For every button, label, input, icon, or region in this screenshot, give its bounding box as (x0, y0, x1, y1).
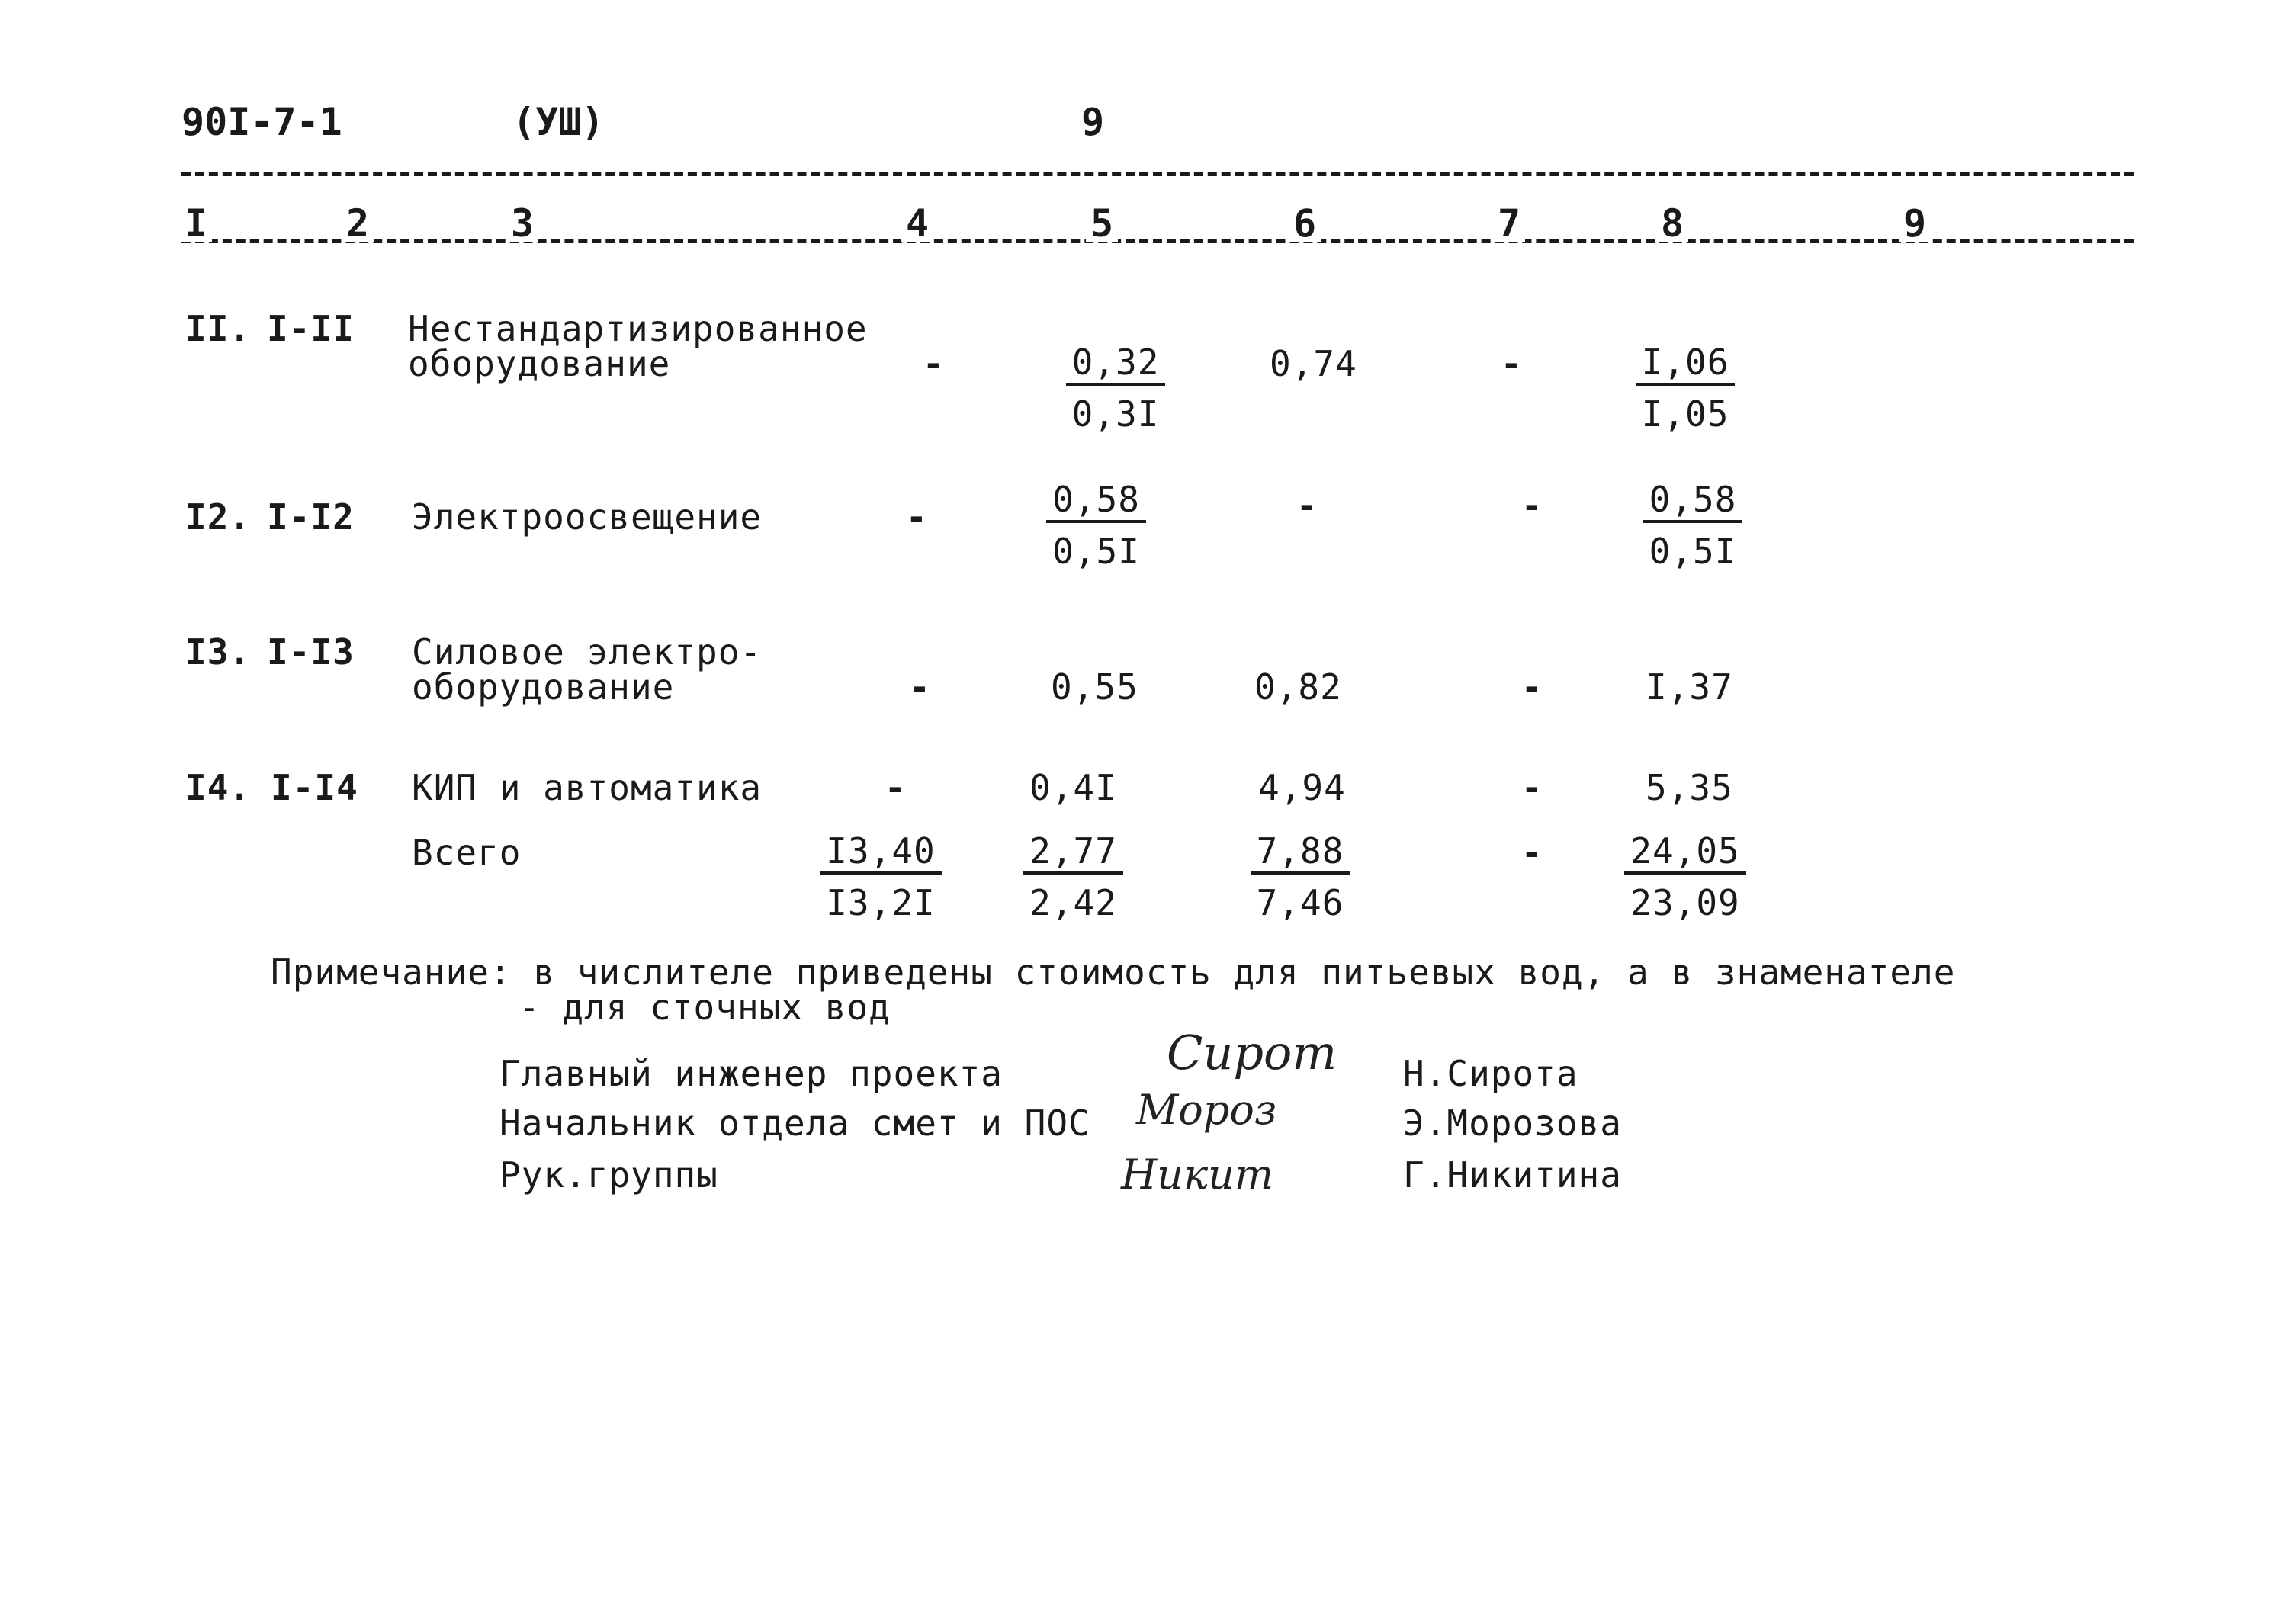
cell-col5-fraction (1051, 342, 1180, 435)
column-number-5: 5 (1086, 204, 1118, 242)
row-number: II. (185, 308, 252, 349)
row-name-line2: оборудование (408, 343, 671, 384)
fraction-denominator: 7,46 (1256, 882, 1344, 923)
column-number-8: 8 (1656, 204, 1688, 242)
column-number-6: 6 (1289, 204, 1321, 242)
row-name-line1: КИП и автоматика (412, 767, 763, 808)
row-number: I3. (185, 631, 252, 672)
cell-col4: - (885, 767, 907, 808)
signature-role: Начальник отдела смет и ПОС (499, 1103, 1090, 1144)
album-number: (УШ) (512, 100, 605, 144)
fraction-denominator: 0,5I (1052, 531, 1140, 572)
cell-col8: I,37 (1646, 666, 1733, 708)
row-code: I-I2 (267, 496, 355, 538)
total-label: Всего (412, 832, 522, 873)
cell-col6: 4,94 (1258, 767, 1346, 808)
column-number-2: 2 (342, 204, 374, 242)
fraction-numerator: I3,40 (820, 833, 941, 875)
fraction-numerator: I,06 (1636, 345, 1736, 386)
row-number: I4. (185, 767, 252, 808)
cell-col4: - (923, 343, 945, 384)
cell-col5: 0,55 (1051, 666, 1138, 708)
row-name-line1: Электроосвещение (412, 496, 763, 538)
fraction-numerator: 0,58 (1046, 482, 1146, 523)
cell-col8-fraction (1620, 479, 1765, 572)
signatory-name: Э.Морозова (1403, 1103, 1622, 1144)
cell-col6: - (1296, 485, 1318, 526)
cell-col4-fraction (820, 830, 942, 923)
document-code: 90I-7-1 (181, 100, 342, 144)
fraction-numerator: 0,32 (1066, 345, 1166, 386)
cell-col5: 0,4I (1029, 767, 1117, 808)
cell-col7: - (1521, 767, 1543, 808)
cell-col7: - (1521, 832, 1543, 873)
fraction-denominator: 23,09 (1630, 882, 1740, 923)
cell-col5-fraction (1029, 479, 1163, 572)
handwritten-signature: Мороз (1136, 1086, 1277, 1134)
signatory-name: Н.Сирота (1403, 1053, 1578, 1094)
row-code: I-I4 (271, 767, 358, 808)
fraction-denominator: 2,42 (1029, 882, 1117, 923)
row-number: I2. (185, 496, 252, 538)
cell-col6: 0,74 (1270, 343, 1357, 384)
fraction-numerator: 24,05 (1624, 833, 1745, 875)
note-line2: - для сточных вод (519, 987, 891, 1028)
fraction-denominator: I,05 (1641, 393, 1729, 435)
row-code: I-II (267, 308, 355, 349)
cell-col8-fraction (1620, 342, 1750, 435)
fraction-denominator: 0,5I (1649, 531, 1737, 572)
column-number-1: I (180, 204, 212, 242)
cell-col8: 5,35 (1646, 767, 1733, 808)
page-number: 9 (1081, 100, 1105, 144)
column-number-rule (181, 239, 2134, 243)
cell-col7: - (1521, 666, 1543, 708)
signature-role: Главный инженер проекта (499, 1053, 1003, 1094)
column-number-4: 4 (901, 204, 933, 242)
cell-col4: - (906, 496, 928, 538)
table-top-rule (181, 172, 2134, 176)
row-name-line1: Нестандартизированное (408, 308, 868, 349)
row-code: I-I3 (267, 631, 355, 672)
column-number-7: 7 (1493, 204, 1525, 242)
note-line1: Примечание: в числителе приведены стоимость для питьевых вод, а в знаменателе (271, 952, 1956, 993)
row-name-line1: Силовое электро- (412, 631, 763, 672)
row-name-line2: оборудование (412, 666, 675, 708)
fraction-denominator: 0,3I (1071, 393, 1160, 435)
cell-col7: - (1501, 343, 1523, 384)
column-number-9: 9 (1899, 204, 1931, 242)
cell-col7: - (1521, 485, 1543, 526)
handwritten-signature: Никит (1121, 1151, 1274, 1199)
cell-col5-fraction (1018, 830, 1129, 923)
cell-col6-fraction (1243, 830, 1357, 923)
cell-col6: 0,82 (1254, 666, 1342, 708)
fraction-numerator: 2,77 (1023, 833, 1123, 875)
handwritten-signature: Сирот (1167, 1025, 1337, 1080)
cell-col4: - (909, 666, 931, 708)
fraction-numerator: 7,88 (1251, 833, 1350, 875)
cell-col8-fraction (1617, 830, 1754, 923)
fraction-denominator: I3,2I (826, 882, 936, 923)
column-number-3: 3 (506, 204, 538, 242)
signatory-name: Г.Никитина (1403, 1154, 1622, 1196)
signature-role: Рук.группы (499, 1154, 718, 1196)
fraction-numerator: 0,58 (1643, 482, 1743, 523)
